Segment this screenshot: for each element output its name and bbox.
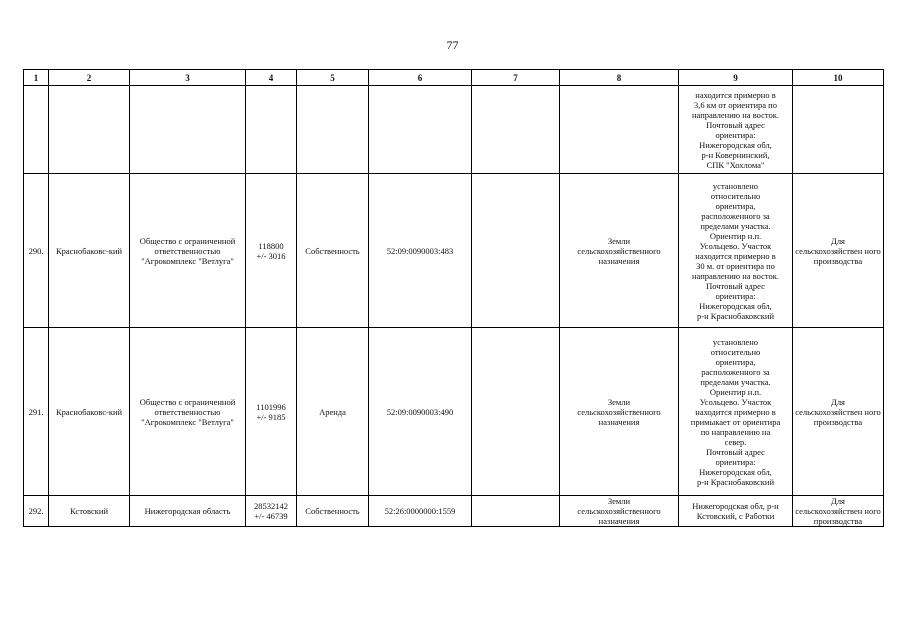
location-line: по направлению на xyxy=(700,426,771,437)
area-line: 1101996 xyxy=(256,401,286,412)
district-cell: Краснобаковс-кий xyxy=(49,174,130,328)
location-line: СПК "Хохлома" xyxy=(706,159,765,170)
location-line: Почтовый адрес xyxy=(706,119,765,130)
location-line: 30 м. от ориентира по xyxy=(696,260,775,271)
cadastral-number-cell: 52:09:0090003:483 xyxy=(369,174,472,328)
table-header-row xyxy=(24,70,884,86)
land-category-cell xyxy=(560,174,679,328)
land-category-cell xyxy=(560,86,679,174)
location-line: находится примерно в xyxy=(695,406,776,417)
owner-cell: Нижегородская область xyxy=(130,496,246,527)
location-line: ориентира: xyxy=(715,456,756,467)
location-line: север. xyxy=(724,436,747,447)
area-line: 118800 xyxy=(258,240,284,251)
location-line: р-н Краснобаковский xyxy=(696,310,775,321)
location-line: Кстовский, с Работки xyxy=(696,511,775,521)
location-cell xyxy=(679,86,793,174)
land-registry-table xyxy=(23,69,884,527)
location-line: пределами участка. xyxy=(700,376,771,387)
location-line: Почтовый адрес xyxy=(706,446,765,457)
permitted-use-line: Для xyxy=(831,396,845,407)
location-line: находится примерно в xyxy=(695,89,776,100)
location-line: Ориентир н.п. xyxy=(709,230,762,241)
location-line: ориентира, xyxy=(715,200,756,211)
column-header: 8 xyxy=(560,70,679,86)
right-type-cell: Собственность xyxy=(297,496,369,527)
district-cell xyxy=(49,86,130,174)
column-7-cell xyxy=(472,496,560,527)
land-category-line: сельскохозяйственного назначения xyxy=(577,406,661,427)
column-7-cell xyxy=(472,86,560,174)
area-line: 28532142 xyxy=(254,501,288,511)
location-line: относительно xyxy=(710,346,761,357)
location-line: ориентира: xyxy=(715,290,756,301)
table-row xyxy=(24,174,884,328)
location-line: установлено xyxy=(712,336,759,347)
permitted-use-cell xyxy=(793,496,884,527)
location-line: Ориентир н.п. xyxy=(709,386,762,397)
location-line: 3,6 км от ориентира по xyxy=(694,99,777,110)
column-header: 4 xyxy=(246,70,297,86)
location-line: Нижегородская обл, р-н xyxy=(692,501,779,511)
area-line: +/- 9185 xyxy=(256,411,286,422)
permitted-use-line: Для xyxy=(831,496,845,506)
table-body xyxy=(24,86,884,527)
column-header: 3 xyxy=(130,70,246,86)
column-header: 10 xyxy=(793,70,884,86)
cadastral-number-cell xyxy=(369,86,472,174)
location-line: относительно xyxy=(710,190,761,201)
location-line: направлению на восток. xyxy=(691,109,779,120)
cadastral-number-cell: 52:26:0000000:1559 xyxy=(369,496,472,527)
area-cell xyxy=(246,86,297,174)
location-line: направлению на восток. xyxy=(691,270,779,281)
land-category-line: сельскохозяйственного назначения xyxy=(577,245,661,266)
land-category-line: Земли xyxy=(607,396,631,407)
cadastral-number-cell: 52:09:0090003:490 xyxy=(369,328,472,496)
location-line: Усольцево. Участок xyxy=(699,240,772,251)
area-cell xyxy=(246,174,297,328)
owner-cell: Общество с ограниченной ответственностью "Агрокомплекс "Ветлуга" xyxy=(130,328,246,496)
right-type-cell xyxy=(297,86,369,174)
permitted-use-line: сельскохозяйствен ного производства xyxy=(795,245,881,266)
district-cell: Краснобаковс-кий xyxy=(49,328,130,496)
location-cell xyxy=(679,496,793,527)
table-row xyxy=(24,86,884,174)
row-number-cell: 292. xyxy=(24,496,49,527)
location-line: примыкает от ориентира xyxy=(690,416,781,427)
permitted-use-line: Для xyxy=(831,235,845,246)
column-header: 2 xyxy=(49,70,130,86)
land-category-line: сельскохозяйственного назначения xyxy=(577,506,661,526)
row-number-cell: 290. xyxy=(24,174,49,328)
right-type-cell: Аренда xyxy=(297,328,369,496)
location-line: расположенного за xyxy=(701,366,770,377)
column-7-cell xyxy=(472,174,560,328)
location-line: ориентира, xyxy=(715,356,756,367)
location-line: ориентира: xyxy=(715,129,756,140)
row-number-cell xyxy=(24,86,49,174)
owner-cell xyxy=(130,86,246,174)
column-header: 9 xyxy=(679,70,793,86)
district-cell: Кстовский xyxy=(49,496,130,527)
column-header: 5 xyxy=(297,70,369,86)
column-header: 1 xyxy=(24,70,49,86)
location-line: пределами участка. xyxy=(700,220,771,231)
area-line: +/- 3016 xyxy=(256,250,286,261)
column-header: 6 xyxy=(369,70,472,86)
column-7-cell xyxy=(472,328,560,496)
area-cell xyxy=(246,328,297,496)
location-line: Нижегородская обл, xyxy=(699,300,772,311)
location-line: Почтовый адрес xyxy=(706,280,765,291)
page-number: 77 xyxy=(446,38,459,52)
column-header: 7 xyxy=(472,70,560,86)
location-cell xyxy=(679,174,793,328)
location-line: Нижегородская обл, xyxy=(699,139,772,150)
permitted-use-line: сельскохозяйствен ного производства xyxy=(795,506,881,526)
location-line: находится примерно в xyxy=(695,250,776,261)
location-line: р-н Ковернинский, xyxy=(701,149,770,160)
location-line: Усольцево. Участок xyxy=(699,396,772,407)
land-category-line: Земли xyxy=(607,235,631,246)
table-row xyxy=(24,496,884,527)
location-line: р-н Краснобаковский xyxy=(696,476,775,487)
permitted-use-cell xyxy=(793,174,884,328)
area-line: +/- 46739 xyxy=(254,511,288,521)
permitted-use-line: сельскохозяйствен ного производства xyxy=(795,406,881,427)
location-line: установлено xyxy=(712,180,759,191)
row-number-cell: 291. xyxy=(24,328,49,496)
location-line: расположенного за xyxy=(701,210,770,221)
permitted-use-cell xyxy=(793,328,884,496)
location-cell xyxy=(679,328,793,496)
permitted-use-cell xyxy=(793,86,884,174)
right-type-cell: Собственность xyxy=(297,174,369,328)
owner-cell: Общество с ограниченной ответственностью "Агрокомплекс "Ветлуга" xyxy=(130,174,246,328)
land-category-line: Земли xyxy=(607,496,631,506)
land-category-cell xyxy=(560,496,679,527)
table-row xyxy=(24,328,884,496)
land-category-cell xyxy=(560,328,679,496)
location-line: Нижегородская обл, xyxy=(699,466,772,477)
area-cell xyxy=(246,496,297,527)
